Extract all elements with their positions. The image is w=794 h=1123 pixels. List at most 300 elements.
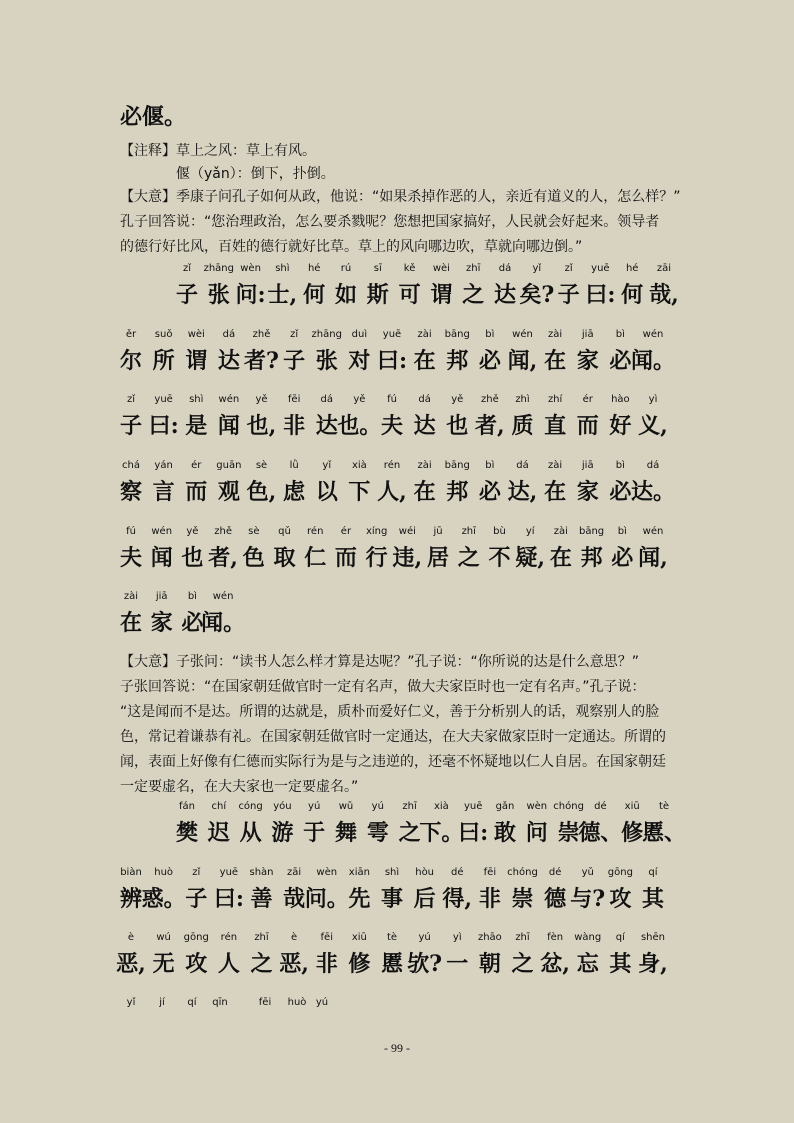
pinyin-syllable: yú [308, 801, 321, 812]
pinyin-syllable: tè [658, 801, 670, 812]
pinyin-syllable: zhī [254, 932, 269, 943]
hanzi-char: 夫 [119, 545, 143, 571]
pinyin-syllable: zhī [461, 526, 476, 537]
hanzi-char: 德 [544, 886, 567, 912]
pinyin-syllable: zǐ [290, 329, 299, 340]
hanzi-char: 修 [348, 951, 371, 977]
hanzi-char: 必 [478, 479, 501, 505]
hanzi-char: 行 [365, 545, 388, 571]
hanzi-row [120, 608, 664, 638]
hanzi-char: 先 [348, 886, 371, 912]
pinyin-syllable: yǐ [532, 263, 542, 274]
hanzi-char: 在 [119, 610, 143, 636]
pinyin-row [120, 931, 664, 945]
pinyin-syllable: dá [498, 263, 512, 274]
hanzi-char: 家 [576, 348, 599, 374]
hanzi-char: 斯 [366, 282, 389, 308]
pinyin-syllable: wèi [432, 263, 450, 274]
pinyin-syllable: zhì [515, 394, 530, 405]
pinyin-syllable: shàn [249, 867, 274, 878]
hanzi-char: 达 [217, 348, 240, 374]
pinyin-syllable: bì [187, 591, 197, 602]
pinyin-syllable: gǎn [495, 801, 515, 812]
pinyin-syllable: bì [615, 329, 625, 340]
pinyin-syllable: qí [615, 932, 625, 943]
pinyin-row [120, 866, 664, 880]
meaning-2-line-1: 【大意】子张问：“读书人怎么样才算是达呢？”孔子说：“你所说的达是什么意思？” [120, 654, 640, 670]
pinyin-syllable: fèn [547, 932, 564, 943]
hanzi-char: 子 [119, 413, 143, 439]
hanzi-char: 崇 [511, 886, 534, 912]
pinyin-syllable: è [127, 932, 135, 943]
hanzi-char: 也 [446, 413, 469, 439]
pinyin-syllable: yú [418, 932, 431, 943]
hanzi-char: 仁 [304, 545, 327, 571]
meaning-2-line-2: 子张回答说：“在国家朝廷做官时一定有名声，做大夫家臣时也一定有名声。”孔子说： [120, 679, 646, 695]
hanzi-char: 而 [334, 545, 357, 571]
hanzi-char: 矣? [519, 282, 555, 308]
pinyin-row [120, 262, 672, 276]
pinyin-syllable: wén [151, 526, 173, 537]
hanzi-char: 慝、 [641, 820, 687, 846]
pinyin-syllable: yóu [273, 801, 292, 812]
pinyin-syllable: cóng [238, 801, 263, 812]
hanzi-char: 夫 [380, 413, 404, 439]
pinyin-syllable: yuē [154, 394, 173, 405]
meaning-2-line-5: 闻，表面上好像有仁德而实际行为是与之违逆的，还毫不怀疑地以仁人自居。在国家朝廷 [120, 754, 666, 770]
pinyin-syllable: zhāo [477, 932, 502, 943]
pinyin-syllable: gōng [183, 932, 209, 943]
hanzi-char: 慝 [380, 951, 404, 977]
pinyin-syllable: kě [403, 263, 416, 274]
hanzi-char: 而 [185, 479, 208, 505]
pinyin-syllable: jiā [581, 460, 594, 471]
pinyin-syllable: zhě [481, 394, 499, 405]
pinyin-syllable: biàn [120, 867, 142, 878]
pinyin-syllable: zhě [252, 329, 271, 340]
pinyin-syllable: suǒ [154, 329, 173, 340]
hanzi-char: 游 [271, 820, 294, 846]
hanzi-char: 事 [380, 886, 404, 912]
pinyin-syllable: shì [275, 263, 290, 274]
pinyin-syllable: yě [353, 394, 366, 405]
pinyin-syllable: xià [351, 460, 367, 471]
hanzi-char: 何 [621, 282, 644, 308]
pinyin-syllable: zhāng [311, 329, 342, 340]
pinyin-syllable: huò [154, 867, 174, 878]
pinyin-syllable: wèi [187, 329, 205, 340]
pinyin-syllable: shì [384, 867, 400, 878]
hanzi-char: 恶, [116, 951, 146, 977]
pinyin-syllable: zāi [287, 867, 302, 878]
pinyin-syllable: yì [452, 932, 462, 943]
hanzi-char: 者? [244, 348, 279, 374]
hanzi-char: 者, [475, 413, 505, 439]
pinyin-syllable: chóng [553, 801, 584, 812]
pinyin-syllable: dé [451, 867, 464, 878]
pinyin-syllable: yuē [382, 329, 402, 340]
hanzi-char: 惑。 [141, 886, 186, 912]
hanzi-char: 谓 [430, 282, 453, 308]
pinyin-syllable: fēi [287, 394, 301, 405]
pinyin-syllable: chí [211, 801, 227, 812]
hanzi-char: 哉 [283, 886, 306, 912]
pinyin-syllable: shēn [640, 932, 666, 943]
hanzi-char: 必 [181, 610, 204, 636]
pinyin-syllable: xià [433, 801, 449, 812]
hanzi-char: 樊 [175, 820, 199, 846]
pinyin-syllable: fēi [483, 867, 497, 878]
hanzi-char: 而 [576, 413, 599, 439]
pinyin-syllable: hé [307, 263, 321, 274]
pinyin-syllable: bì [485, 329, 495, 340]
hanzi-char: 攻 [185, 951, 208, 977]
pinyin-syllable: huò [287, 997, 307, 1008]
pinyin-syllable: qí [648, 867, 658, 878]
hanzi-char: 也, [246, 413, 277, 439]
hanzi-row [119, 477, 676, 507]
hanzi-char: 德、 [578, 820, 623, 846]
hanzi-char: 观 [217, 479, 240, 505]
hanzi-char: 何 [303, 282, 326, 308]
pinyin-syllable: wú [156, 932, 171, 943]
note-line-1: 【注释】草上之风：草上有风。 [120, 143, 316, 159]
hanzi-char: 达 [315, 413, 338, 439]
hanzi-char: 非 [283, 413, 306, 439]
pinyin-syllable: dá [646, 460, 660, 471]
hanzi-char: 忿, [540, 951, 570, 977]
hanzi-row [119, 411, 668, 441]
hanzi-char: 张 [315, 348, 338, 374]
pinyin-syllable: dá [418, 394, 431, 405]
hanzi-row [116, 949, 668, 979]
pinyin-syllable: fán [179, 801, 195, 812]
hanzi-char: 达 [413, 413, 436, 439]
meaning-2-line-3: “这是闻而不是达。所谓的达就是，质朴而爱好仁义，善于分析别人的话，观察别人的脸 [120, 704, 660, 720]
pinyin-syllable: ér [582, 394, 593, 405]
pinyin-syllable: sè [248, 526, 260, 537]
hanzi-char: 之 [511, 951, 534, 977]
hanzi-char: 所 [152, 348, 175, 374]
pinyin-syllable: xiū [624, 801, 640, 812]
pinyin-syllable: fú [387, 394, 397, 405]
pinyin-syllable: yǐ [126, 997, 136, 1008]
hanzi-char: 下 [348, 479, 371, 505]
pinyin-syllable: jiā [155, 591, 168, 602]
pinyin-syllable: yǐ [322, 460, 332, 471]
hanzi-char: 得, [442, 886, 473, 912]
pinyin-syllable: lǜ [289, 460, 299, 471]
pinyin-syllable: zǐ [182, 263, 192, 274]
hanzi-char: 曰: [213, 886, 244, 912]
hanzi-char: 于 [303, 820, 326, 846]
pinyin-syllable: jū [433, 526, 443, 537]
pinyin-syllable: hào [611, 394, 630, 405]
pinyin-syllable: chá [122, 460, 140, 471]
pinyin-syllable: qí [187, 997, 197, 1008]
pinyin-syllable: zài [417, 329, 432, 340]
hanzi-char: 忘 [576, 951, 599, 977]
hanzi-row [119, 543, 668, 573]
pinyin-syllable: wén [642, 526, 664, 537]
pinyin-syllable: bāng [444, 460, 470, 471]
hanzi-char: 子 [175, 282, 199, 308]
hanzi-char: 问。 [304, 886, 349, 912]
hanzi-char: 尔 [119, 348, 143, 374]
hanzi-char: 问: [235, 282, 266, 308]
pinyin-syllable: jí [159, 997, 165, 1008]
pinyin-syllable: zhī [515, 932, 530, 943]
hanzi-char: 非 [315, 951, 338, 977]
hanzi-char: 曰: [148, 413, 179, 439]
pinyin-syllable: wèn [316, 867, 338, 878]
pinyin-syllable: dá [516, 460, 529, 471]
hanzi-char: 问 [525, 820, 548, 846]
hanzi-char: 在 [413, 479, 436, 505]
hanzi-char: 之 [250, 951, 273, 977]
pinyin-syllable: bāng [444, 329, 470, 340]
pinyin-syllable: wén [642, 329, 664, 340]
pinyin-syllable: xíng [365, 526, 388, 537]
pinyin-syllable: zǐ [564, 263, 573, 274]
pinyin-syllable: wén [512, 329, 533, 340]
hanzi-char: 家 [576, 479, 599, 505]
hanzi-char: 达, [507, 479, 538, 505]
hanzi-char: 者, [208, 545, 238, 571]
hanzi-char: 其 [641, 886, 665, 912]
hanzi-char: 雩 [366, 820, 389, 846]
pinyin-syllable: rén [220, 932, 238, 943]
meaning-2-line-4: 色，常记着谦恭有礼。在国家朝廷做官时一定通达，在大夫家做家臣时一定通达。所谓的 [120, 729, 666, 745]
hanzi-char: 曰: [458, 820, 489, 846]
hanzi-char: 之 [457, 545, 480, 571]
hanzi-char: 舞 [334, 820, 358, 846]
pinyin-syllable: yán [154, 460, 173, 471]
hanzi-char: 直 [544, 413, 567, 439]
hanzi-char: 攻 [609, 886, 632, 912]
hanzi-char: 子 [557, 282, 580, 308]
hanzi-char: 不 [488, 545, 511, 571]
hanzi-char: 必 [609, 348, 632, 374]
hanzi-char: 必 [478, 348, 501, 374]
pinyin-syllable: zhī [402, 801, 417, 812]
pinyin-syllable: yě [451, 394, 464, 405]
pinyin-row [120, 590, 664, 604]
pinyin-row [120, 328, 664, 342]
hanzi-char: 身, [638, 951, 668, 977]
hanzi-char: 一 [446, 951, 469, 977]
pinyin-syllable: zǐ [126, 394, 136, 405]
pinyin-syllable: yú [371, 801, 384, 812]
hanzi-char: 达。 [630, 479, 676, 505]
hanzi-char: 辨 [119, 886, 143, 912]
pinyin-syllable: wén [218, 394, 240, 405]
meaning-1-line-1: 【大意】季康子问孔子如何从政，他说：“如果杀掉作恶的人，亲近有道义的人，怎么样？” [120, 189, 681, 205]
pinyin-syllable: wèn [526, 801, 548, 812]
hanzi-char: 达 [493, 282, 517, 308]
pinyin-syllable: duì [351, 329, 368, 340]
pinyin-syllable: yě [186, 526, 199, 537]
hanzi-char: 朝 [478, 951, 501, 977]
note-line-2: 偃（yǎn）：倒下，扑倒。 [176, 166, 335, 182]
hanzi-char: 下。 [419, 820, 464, 846]
pinyin-syllable: xiān [348, 867, 370, 878]
page-number: - 99 - [384, 1041, 410, 1055]
pinyin-syllable: bì [617, 526, 627, 537]
hanzi-char: 色 [242, 545, 265, 571]
hanzi-char: 后 [413, 886, 436, 912]
hanzi-char: 质 [511, 413, 534, 439]
hanzi-char: 闻 [150, 545, 173, 571]
pinyin-syllable: zài [123, 591, 139, 602]
hanzi-char: 必 [609, 479, 632, 505]
pinyin-syllable: jiā [581, 329, 594, 340]
pinyin-syllable: rén [307, 526, 324, 537]
hanzi-char: 也 [181, 545, 204, 571]
hanzi-char: 哉, [649, 282, 679, 308]
hanzi-char: 人 [217, 951, 240, 977]
pinyin-syllable: bù [493, 526, 506, 537]
hanzi-char: 之 [398, 820, 421, 846]
hanzi-char: 闻。 [201, 610, 246, 636]
hanzi-char: 闻, [507, 348, 538, 374]
pinyin-syllable: yě [255, 394, 268, 405]
hanzi-char: 迟 [207, 820, 230, 846]
hanzi-char: 可 [398, 282, 421, 308]
hanzi-char: 如 [334, 282, 358, 308]
hanzi-char: 张 [207, 282, 230, 308]
pinyin-syllable: è [291, 932, 298, 943]
hanzi-char: 子 [185, 886, 208, 912]
pinyin-syllable: yì [648, 394, 658, 405]
pinyin-syllable: yuē [463, 801, 483, 812]
hanzi-char: 子 [283, 348, 306, 374]
pinyin-syllable: zài [548, 329, 563, 340]
hanzi-char: 恶, [279, 951, 309, 977]
hanzi-char: 非 [478, 886, 501, 912]
hanzi-char: 在 [544, 479, 567, 505]
pinyin-syllable: gōng [607, 867, 633, 878]
pinyin-syllable: yuē [591, 263, 610, 274]
pinyin-syllable: tè [386, 932, 398, 943]
pinyin-syllable: dé [548, 867, 562, 878]
pinyin-row [120, 459, 664, 473]
pinyin-syllable: yí [525, 526, 535, 537]
hanzi-char: 在 [544, 348, 567, 374]
pinyin-syllable: sè [255, 460, 268, 471]
hanzi-char: 在 [413, 348, 436, 374]
pinyin-syllable: zhāng [203, 263, 234, 274]
hanzi-char: 必 [611, 545, 634, 571]
pinyin-syllable: zhě [214, 526, 232, 537]
hanzi-char: 是 [185, 413, 208, 439]
pinyin-syllable: bì [485, 460, 495, 471]
pinyin-row [120, 393, 664, 407]
pinyin-syllable: wèn [240, 263, 261, 274]
hanzi-char: 言 [152, 479, 175, 505]
hanzi-char: 色, [246, 479, 277, 505]
pinyin-syllable: fēi [258, 997, 272, 1008]
pinyin-syllable: wéi [398, 526, 416, 537]
pinyin-syllable: yú [315, 997, 329, 1008]
hanzi-char: 邦 [580, 545, 603, 571]
hanzi-char: 对 [348, 348, 371, 374]
pinyin-syllable: zài [548, 460, 563, 471]
pinyin-syllable: fēi [320, 932, 333, 943]
pinyin-syllable: hòu [415, 867, 435, 878]
pinyin-syllable: hé [625, 263, 639, 274]
pinyin-syllable: yǔ [581, 867, 594, 878]
hanzi-char: 曰: [585, 282, 616, 308]
pinyin-syllable: zǐ [192, 867, 201, 878]
meaning-1-line-3: 的德行好比风，百姓的德行就好比草。草上的风向哪边吹，草就向哪边倒。” [120, 239, 583, 255]
pinyin-syllable: zāi [656, 263, 672, 274]
pinyin-syllable: dé [594, 801, 607, 812]
hanzi-char: 善 [250, 886, 273, 912]
pinyin-syllable: sī [373, 263, 382, 274]
hanzi-char: 无 [152, 951, 175, 977]
pinyin-syllable: zhí [547, 394, 563, 405]
pinyin-syllable: guān [216, 460, 242, 471]
hanzi-char: 虑 [283, 479, 306, 505]
pinyin-syllable: wǔ [338, 801, 354, 812]
pinyin-syllable: yuē [219, 867, 239, 878]
pinyin-syllable: bì [615, 460, 625, 471]
pinyin-syllable: chóng [507, 867, 538, 878]
pinyin-syllable: fú [126, 526, 136, 537]
pinyin-syllable: ér [340, 526, 352, 537]
hanzi-char: 从 [239, 820, 262, 846]
hanzi-char: 好 [609, 413, 632, 439]
pinyin-syllable: qǔ [278, 526, 291, 537]
hanzi-row [120, 884, 664, 914]
hanzi-char: 义, [638, 413, 668, 439]
pinyin-syllable: wàng [574, 932, 602, 943]
pinyin-syllable: ěr [125, 329, 137, 340]
hanzi-char: 人, [377, 479, 407, 505]
hanzi-char: 邦 [446, 479, 469, 505]
hanzi-char: 疑, [515, 545, 546, 571]
pinyin-syllable: bāng [578, 526, 605, 537]
pinyin-syllable: zhī [466, 263, 481, 274]
meaning-2-line-6: 一定要虚名，在大夫家也一定要虚名。” [120, 779, 359, 795]
hanzi-row [119, 346, 676, 376]
pinyin-syllable: dá [222, 329, 236, 340]
hanzi-char: 家 [150, 610, 173, 636]
hanzi-char: 与? [570, 886, 606, 912]
hanzi-char: 在 [549, 545, 572, 571]
pinyin-syllable: zài [553, 526, 568, 537]
hanzi-char: 也。 [337, 413, 382, 439]
hanzi-char: 以 [315, 479, 338, 505]
hanzi-char: 邦 [446, 348, 469, 374]
hanzi-char: 士, [267, 282, 298, 308]
hanzi-char: 取 [273, 545, 296, 571]
pinyin-syllable: ér [191, 460, 202, 471]
hanzi-char: 闻, [638, 545, 668, 571]
hanzi-char: 敢 [493, 820, 517, 846]
pinyin-syllable: xiū [351, 932, 367, 943]
hanzi-char: 欤? [407, 951, 443, 977]
hanzi-char: 崇 [557, 820, 580, 846]
pinyin-syllable: qīn [212, 997, 228, 1008]
hanzi-row [120, 818, 687, 848]
hanzi-char: 曰: [376, 348, 408, 374]
pinyin-row [120, 800, 670, 814]
pinyin-syllable: rú [340, 263, 352, 274]
continued-text: 必偃。 [120, 105, 187, 130]
pinyin-row [120, 525, 664, 539]
